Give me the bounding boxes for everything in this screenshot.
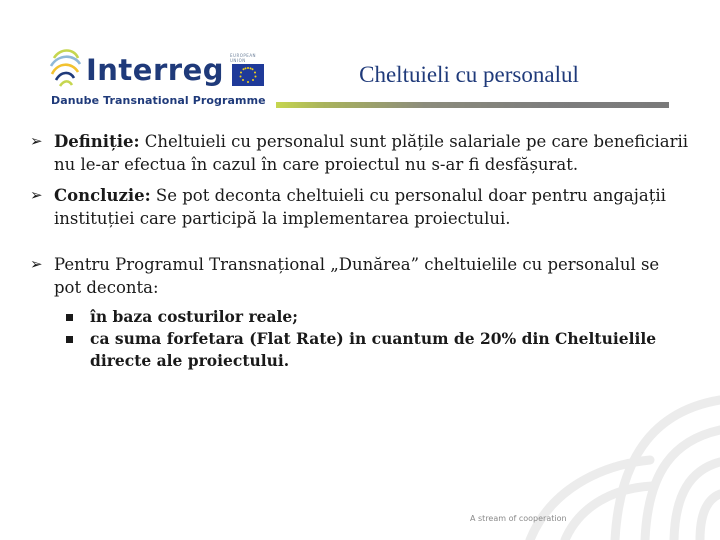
bullet-text: Pentru Programul Transnațional „Dunărea” cheltuielile cu personalul se pot deconta: [54, 255, 660, 297]
logo-tagline: Danube Transnational Programme [51, 94, 266, 107]
arrow-bullet-icon: ➢ [30, 186, 43, 204]
bullet-conclusion [30, 184, 690, 230]
interreg-logo [48, 46, 270, 112]
sub-item-text: ca suma forfetara (Flat Rate) in cuantum de 20% din Cheltuielile directe ale proiectului. [90, 329, 657, 370]
bullet-label: Definiție: [54, 132, 140, 151]
eu-flag-icon [232, 64, 264, 86]
arrow-bullet-icon: ➢ [30, 132, 43, 150]
sub-item-real-costs [66, 306, 690, 328]
footer-tagline: A stream of cooperation [470, 514, 567, 523]
sub-item-text: în baza costurilor reale; [90, 307, 298, 326]
square-bullet-icon [66, 314, 73, 321]
interreg-swirl-icon [48, 46, 88, 92]
bullet-programme [30, 253, 690, 299]
bullet-text: Se pot deconta cheltuieli cu personalul doar pentru angajații instituției care participă la implementarea proiectului. [54, 186, 666, 228]
title-underline [276, 102, 669, 108]
bullet-text: Cheltuieli cu personalul sunt plățile salariale pe care beneficiarii nu le-ar efectua în cazul în care proiectul nu s-ar fi desfășurat. [54, 132, 689, 174]
bullet-label: Concluzie: [54, 186, 151, 205]
arrow-bullet-icon: ➢ [30, 255, 43, 273]
eu-note: EUROPEAN UNION [230, 53, 257, 63]
bullet-definition [30, 130, 690, 176]
sub-list [30, 306, 690, 372]
page-title: Cheltuieli cu personalul [359, 62, 579, 87]
slide-content [30, 130, 690, 372]
interreg-wordmark: Interreg [86, 53, 224, 87]
sub-item-flat-rate [66, 328, 690, 372]
square-bullet-icon [66, 336, 73, 343]
